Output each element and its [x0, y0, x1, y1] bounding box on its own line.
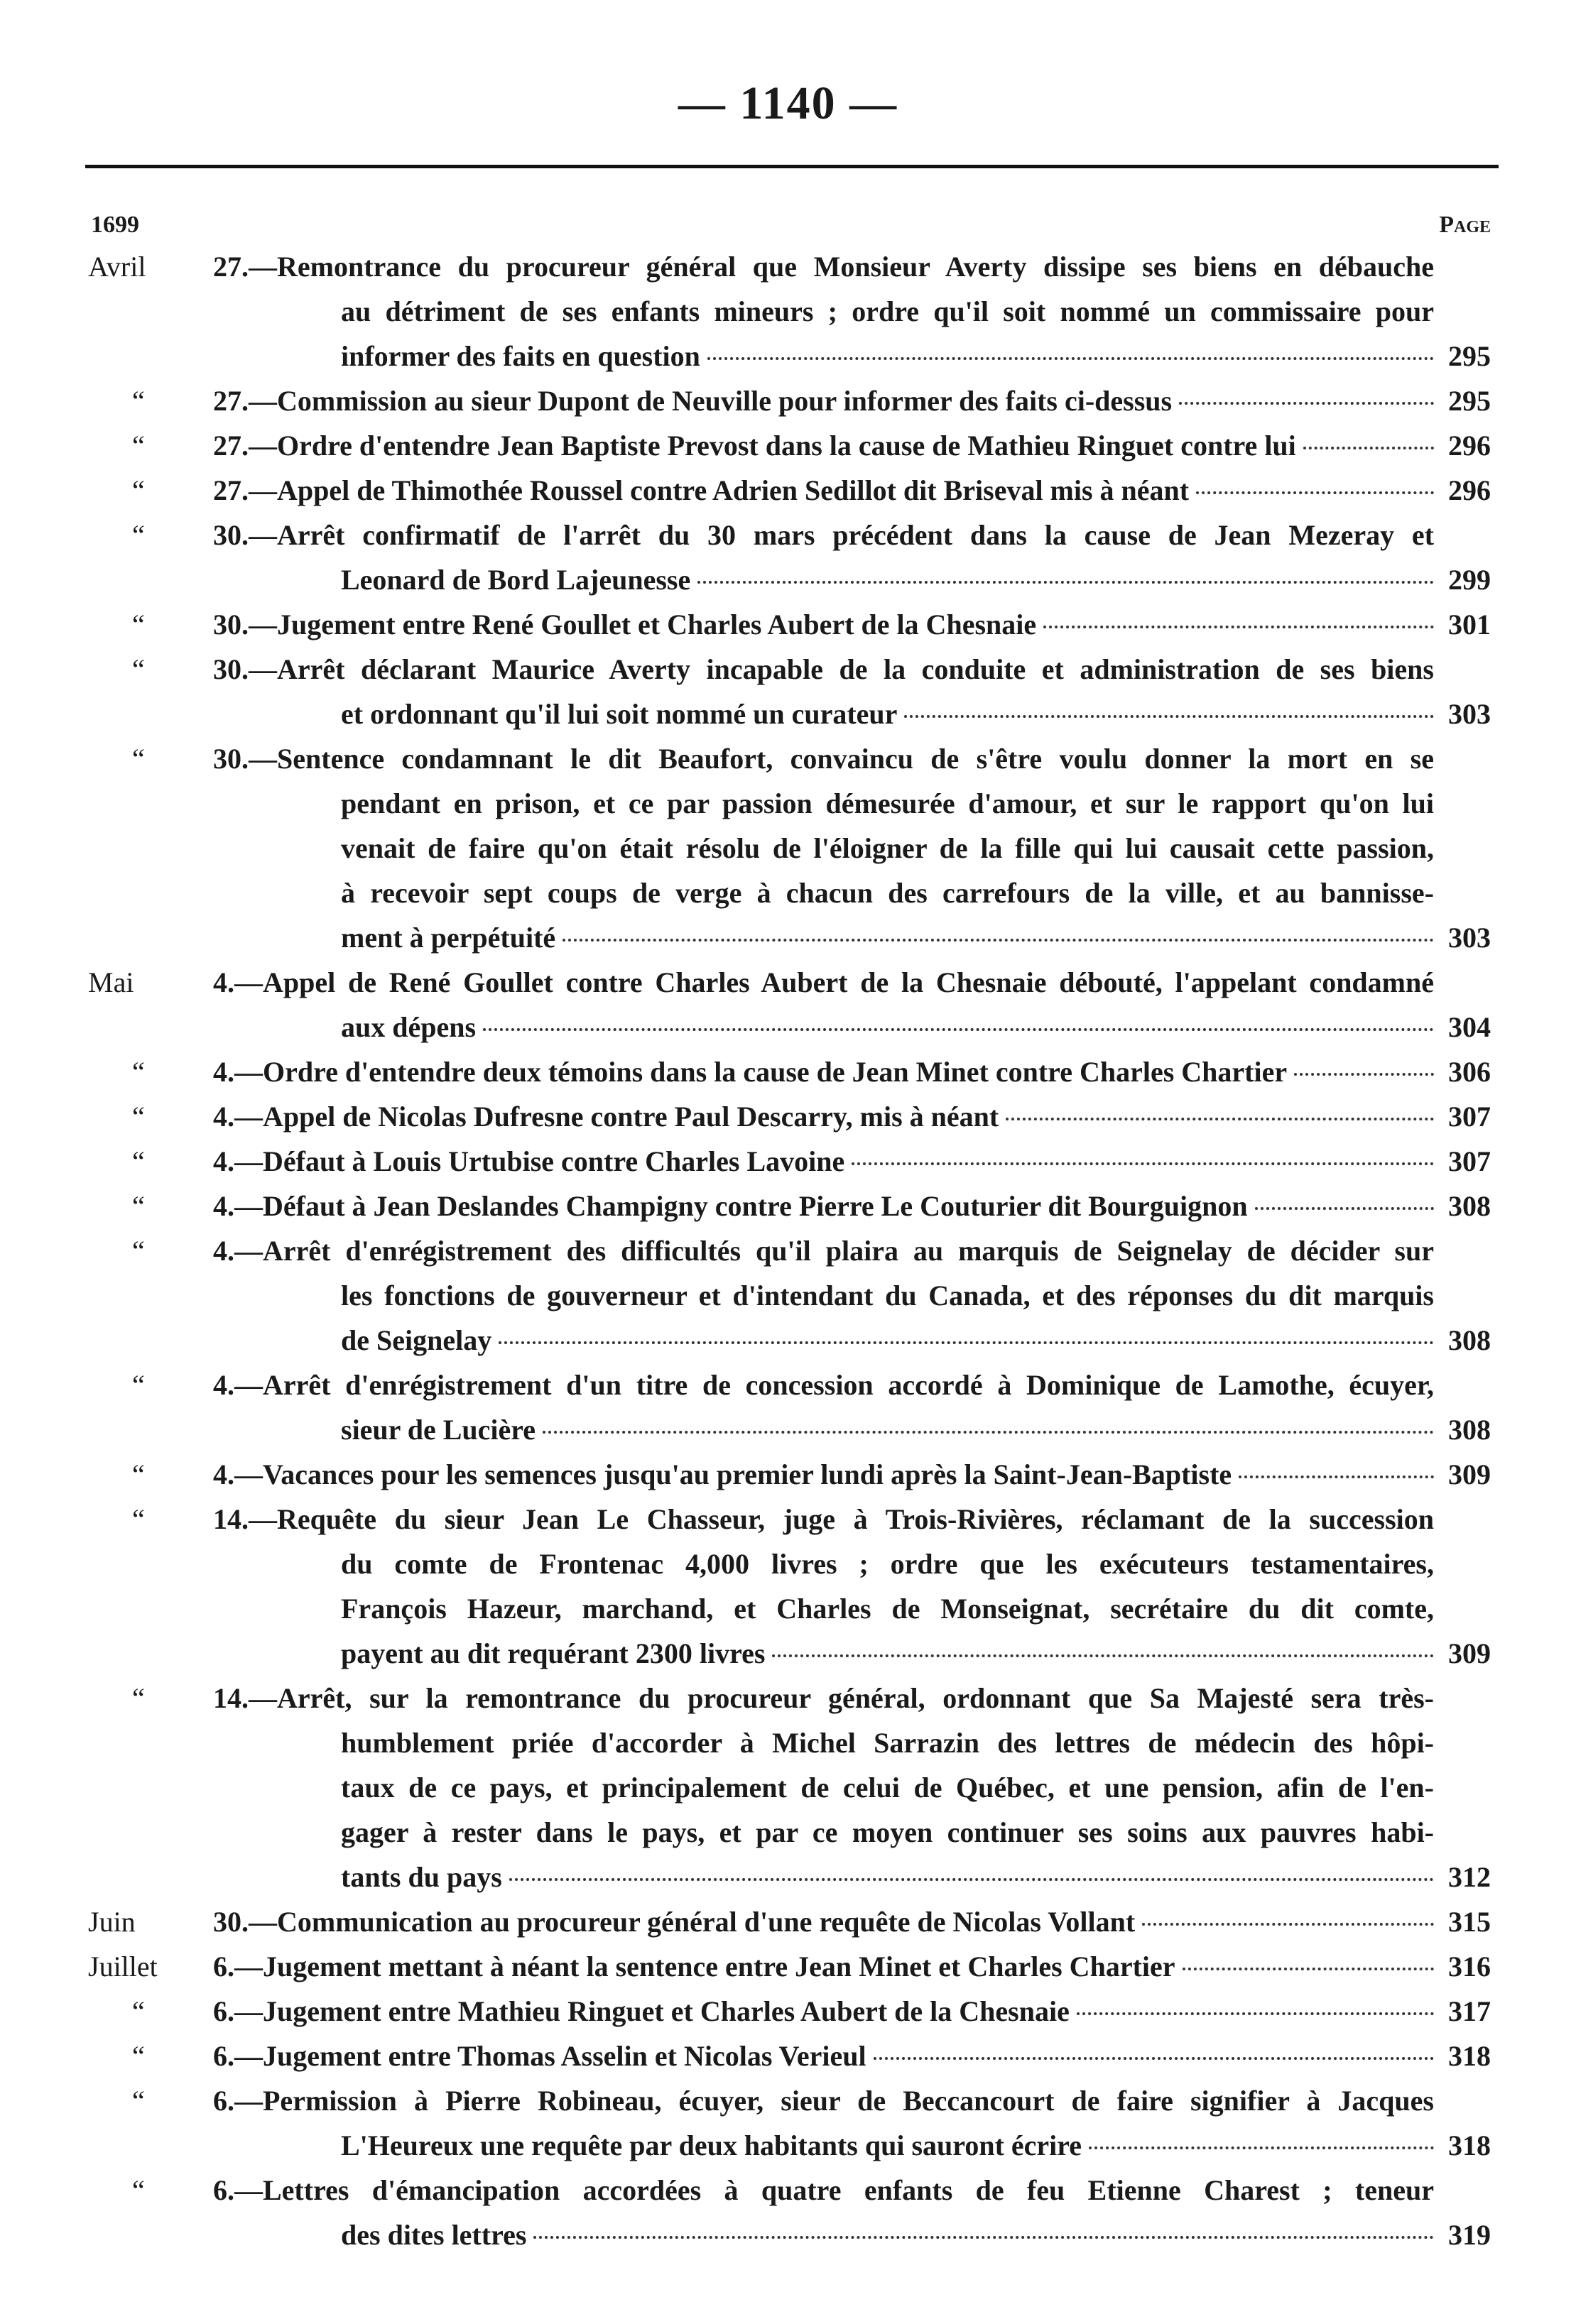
entry-line: [213, 1049, 1491, 1094]
leader-dots: [772, 1654, 1434, 1657]
entry-month: “: [132, 609, 145, 640]
entry-month: “: [132, 2085, 145, 2117]
entry-page-number: 316: [1448, 1951, 1491, 1982]
leader-dots: [1183, 1968, 1434, 1970]
entry-day: 6.: [213, 1951, 234, 1982]
entry-page-number: 309: [1448, 1458, 1491, 1490]
entry-month: “: [132, 430, 145, 462]
entry-text: —Appel de René Goullet contre Charles Aubert de la Chesnaie débouté, l'appelant condamné: [234, 966, 1434, 998]
entry-text: —Jugement entre Mathieu Ringuet et Charles Aubert de la Chesnaie: [234, 1995, 1070, 2027]
entry-day: 27.: [213, 474, 249, 506]
entry-page-number: 307: [1448, 1101, 1491, 1133]
entry-line: [213, 1139, 1491, 1184]
entry-text: —Arrêt, sur la remontrance du procureur général, ordonnant que Sa Majesté sera très-: [249, 1682, 1434, 1714]
entry-page-number: 299: [1448, 564, 1491, 596]
entry-line: [341, 915, 1491, 960]
index-entry: [0, 1049, 1576, 1094]
entry-text: et ordonnant qu'il lui soit nommé un curateur: [341, 698, 898, 730]
entry-month: “: [132, 1503, 145, 1535]
leader-dots: [1179, 402, 1434, 405]
entry-page-number: 303: [1448, 922, 1491, 954]
entry-month: “: [132, 1235, 145, 1267]
entry-month: “: [132, 1995, 145, 2027]
entry-text: —Requête du sieur Jean Le Chasseur, juge à Trois-Rivières, réclamant de la succession: [249, 1503, 1434, 1535]
entry-page-number: 312: [1448, 1861, 1491, 1893]
entry-text: sieur de Lucière: [341, 1414, 536, 1446]
entry-month: “: [132, 743, 145, 775]
entry-day: 30.: [213, 609, 249, 640]
leader-dots: [509, 1878, 1434, 1881]
entry-line: [213, 1944, 1491, 1989]
header-rule: [85, 165, 1499, 168]
entry-day: 30.: [213, 1906, 249, 1938]
entry-month: Avril: [88, 251, 146, 283]
entry-text: humblement priée d'accorder à Michel Sarrazin des lettres de médecin des hôpi-: [341, 1727, 1434, 1759]
leader-dots: [904, 715, 1434, 718]
entry-month: “: [132, 653, 145, 685]
entry-text: —Ordre d'entendre deux témoins dans la cause de Jean Minet contre Charles Chartier: [234, 1056, 1288, 1088]
entry-month: Mai: [88, 966, 134, 998]
entry-day: 30.: [213, 653, 249, 685]
entry-page-number: 317: [1448, 1995, 1491, 2027]
entry-page-number: 307: [1448, 1145, 1491, 1177]
entry-line: [341, 826, 1491, 871]
entry-text: —Jugement entre Thomas Asselin et Nicolas Verieul: [234, 2040, 866, 2072]
entry-text: —Remontrance du procureur général que Monsieur Averty dissipe ses biens en débauche: [249, 251, 1434, 283]
entry-day: 4.: [213, 1145, 234, 1177]
entry-line: [341, 1407, 1491, 1452]
entry-day: 30.: [213, 743, 249, 775]
entry-day: 4.: [213, 1369, 234, 1401]
entry-list: [0, 244, 1576, 2257]
entry-text: François Hazeur, marchand, et Charles de Monseignat, secrétaire du dit comte,: [341, 1593, 1434, 1625]
year-heading: 1699: [91, 212, 139, 238]
entry-text: —Vacances pour les semences jusqu'au premier lundi après la Saint-Jean-Baptiste: [234, 1458, 1232, 1490]
index-entry: [0, 602, 1576, 647]
entry-month: “: [132, 519, 145, 551]
entry-text: —Permission à Pierre Robineau, écuyer, sieur de Beccancourt de faire signifier à Jacques: [234, 2085, 1434, 2117]
entry-text: —Défaut à Louis Urtubise contre Charles Lavoine: [234, 1145, 845, 1177]
leader-dots: [499, 1341, 1434, 1344]
leader-dots: [1142, 1923, 1434, 1926]
entry-line: [341, 1542, 1491, 1586]
entry-text: les fonctions de gouverneur et d'intendant du Canada, et des réponses du dit marquis: [341, 1280, 1434, 1311]
entry-text: —Appel de Thimothée Roussel contre Adrien Sedillot dit Briseval mis à néant: [249, 474, 1190, 506]
entry-text: taux de ce pays, et principalement de celui de Québec, et une pension, afin de l'en-: [341, 1772, 1434, 1804]
entry-page-number: 295: [1448, 340, 1491, 372]
index-entry: [0, 1989, 1576, 2034]
entry-day: 4.: [213, 1101, 234, 1133]
leader-dots: [852, 1162, 1434, 1165]
entry-day: 4.: [213, 966, 234, 998]
entry-text: —Défaut à Jean Deslandes Champigny contre Pierre Le Couturier dit Bourguignon: [234, 1190, 1248, 1222]
entry-text: aux dépens: [341, 1011, 477, 1043]
entry-text: —Arrêt confirmatif de l'arrêt du 30 mars précédent dans la cause de Jean Mezeray et: [249, 519, 1434, 551]
index-entry: [0, 1094, 1576, 1139]
entry-month: “: [132, 474, 145, 506]
entry-text: venait de faire qu'on était résolu de l'éloigner de la fille qui lui causait cette passion,: [341, 832, 1434, 864]
entry-line: [213, 423, 1491, 468]
entry-month: “: [132, 1458, 145, 1490]
index-entry: [0, 1363, 1576, 1452]
entry-text: de Seignelay: [341, 1324, 492, 1356]
entry-text: du comte de Frontenac 4,000 livres ; ordre que les exécuteurs testamentaires,: [341, 1548, 1434, 1580]
index-entry: [0, 1184, 1576, 1228]
entry-day: 4.: [213, 1235, 234, 1267]
entry-text: ment à perpétuité: [341, 922, 556, 954]
entry-page-number: 301: [1448, 609, 1491, 640]
entry-day: 27.: [213, 251, 249, 283]
entry-month: “: [132, 1101, 145, 1133]
entry-month: “: [132, 1369, 145, 1401]
entry-text: tants du pays: [341, 1861, 502, 1893]
entry-page-number: 303: [1448, 698, 1491, 730]
page-column-heading: Page: [1439, 212, 1491, 238]
index-entry: [0, 1944, 1576, 1989]
leader-dots: [1043, 626, 1434, 628]
entry-line: [341, 334, 1491, 378]
entry-line: [213, 960, 1491, 1005]
index-entry: [0, 1676, 1576, 1899]
entry-text: Leonard de Bord Lajeunesse: [341, 564, 691, 596]
entry-text: —Communication au procureur général d'une requête de Nicolas Vollant: [249, 1906, 1136, 1938]
entry-day: 6.: [213, 2040, 234, 2072]
entry-month: “: [132, 1682, 145, 1714]
leader-dots: [1196, 491, 1434, 494]
leader-dots: [1294, 1073, 1434, 1076]
leader-dots: [1255, 1207, 1434, 1210]
index-entry: [0, 423, 1576, 468]
entry-line: [213, 1184, 1491, 1228]
entry-page-number: 306: [1448, 1056, 1491, 1088]
leader-dots: [483, 1028, 1434, 1031]
entry-day: 4.: [213, 1190, 234, 1222]
entry-page-number: 318: [1448, 2040, 1491, 2072]
entry-line: [213, 244, 1491, 289]
index-entry: [0, 960, 1576, 1049]
entry-page-number: 309: [1448, 1637, 1491, 1669]
entry-line: [341, 1005, 1491, 1049]
entry-page-number: 296: [1448, 430, 1491, 462]
entry-text: L'Heureux une requête par deux habitants qui sauront écrire: [341, 2129, 1082, 2161]
entry-month: “: [132, 2040, 145, 2072]
entry-line: [341, 289, 1491, 334]
entry-month: “: [132, 1145, 145, 1177]
index-entry: [0, 513, 1576, 602]
leader-dots: [1089, 2146, 1434, 2149]
entry-line: [213, 1676, 1491, 1720]
leader-dots: [543, 1431, 1434, 1434]
entry-page-number: 318: [1448, 2129, 1491, 2161]
leader-dots: [1303, 447, 1434, 449]
entry-line: [341, 1765, 1491, 1810]
entry-line: [213, 2078, 1491, 2123]
entry-text: informer des faits en question: [341, 340, 700, 372]
entry-month: “: [132, 2174, 145, 2206]
index-entry: [0, 2168, 1576, 2257]
entry-line: [213, 1228, 1491, 1273]
entry-text: —Arrêt d'enrégistrement des difficultés qu'il plaira au marquis de Seignelay de décider sur: [234, 1235, 1434, 1267]
entry-line: [213, 1989, 1491, 2034]
entry-month: Juillet: [88, 1951, 158, 1982]
entry-line: [341, 2123, 1491, 2168]
entry-line: [213, 1452, 1491, 1497]
entry-line: [213, 468, 1491, 513]
index-entry: [0, 468, 1576, 513]
index-entry: [0, 1899, 1576, 1944]
entry-text: —Jugement entre René Goullet et Charles Aubert de la Chesnaie: [249, 609, 1037, 640]
entry-line: [341, 557, 1491, 602]
entry-text: gager à rester dans le pays, et par ce moyen continuer ses soins aux pauvres habi-: [341, 1816, 1434, 1848]
entry-page-number: 315: [1448, 1906, 1491, 1938]
entry-line: [341, 871, 1491, 915]
entry-line: [341, 1273, 1491, 1318]
entry-line: [341, 781, 1491, 826]
entry-month: “: [132, 1190, 145, 1222]
entry-line: [213, 1094, 1491, 1139]
entry-line: [213, 1363, 1491, 1407]
entry-line: [213, 513, 1491, 557]
index-entry: [0, 2034, 1576, 2078]
entry-text: —Sentence condamnant le dit Beaufort, convaincu de s'être voulu donner la mort en se: [249, 743, 1434, 775]
entry-day: 6.: [213, 1995, 234, 2027]
entry-day: 6.: [213, 2174, 234, 2206]
entry-line: [341, 692, 1491, 736]
entry-line: [341, 1631, 1491, 1676]
entry-text: —Ordre d'entendre Jean Baptiste Prevost dans la cause de Mathieu Ringuet contre lui: [249, 430, 1296, 462]
leader-dots: [1239, 1475, 1434, 1478]
entry-line: [213, 736, 1491, 781]
entry-text: à recevoir sept coups de verge à chacun des carrefours de la ville, et au bannisse-: [341, 877, 1434, 909]
index-entry: [0, 378, 1576, 423]
index-entry: [0, 1452, 1576, 1497]
entry-page-number: 304: [1448, 1011, 1491, 1043]
entry-page-number: 295: [1448, 385, 1491, 417]
entry-day: 14.: [213, 1503, 249, 1535]
leader-dots: [707, 357, 1434, 360]
index-entry: [0, 647, 1576, 736]
entry-line: [341, 1720, 1491, 1765]
leader-dots: [563, 939, 1434, 942]
entry-text: au détriment de ses enfants mineurs ; ordre qu'il soit nommé un commissaire pour: [341, 295, 1434, 327]
entry-line: [341, 1586, 1491, 1631]
index-entry: [0, 1497, 1576, 1676]
entry-text: payent au dit requérant 2300 livres: [341, 1637, 766, 1669]
leader-dots: [533, 2236, 1434, 2239]
entry-day: 14.: [213, 1682, 249, 1714]
index-entry: [0, 244, 1576, 378]
entry-text: —Arrêt d'enrégistrement d'un titre de concession accordé à Dominique de Lamothe, écuyer,: [234, 1369, 1434, 1401]
entry-text: —Commission au sieur Dupont de Neuville pour informer des faits ci-dessus: [249, 385, 1173, 417]
leader-dots: [874, 2057, 1434, 2060]
entry-text: —Jugement mettant à néant la sentence entre Jean Minet et Charles Chartier: [234, 1951, 1175, 1982]
entry-page-number: 308: [1448, 1414, 1491, 1446]
entry-day: 4.: [213, 1056, 234, 1088]
entry-day: 30.: [213, 519, 249, 551]
entry-line: [213, 1497, 1491, 1542]
index-entry: [0, 2078, 1576, 2168]
entry-line: [341, 1855, 1491, 1899]
entry-line: [213, 602, 1491, 647]
entry-day: 27.: [213, 385, 249, 417]
entry-line: [213, 2168, 1491, 2213]
entry-text: des dites lettres: [341, 2219, 527, 2251]
entry-text: —Arrêt déclarant Maurice Averty incapable de la conduite et administration de ses biens: [249, 653, 1434, 685]
entry-day: 27.: [213, 430, 249, 462]
index-entry: [0, 736, 1576, 960]
entry-line: [341, 1318, 1491, 1363]
entry-line: [341, 1810, 1491, 1855]
entry-line: [213, 378, 1491, 423]
leader-dots: [697, 581, 1434, 584]
entry-page-number: 296: [1448, 474, 1491, 506]
entry-month: “: [132, 1056, 145, 1088]
index-entry: [0, 1228, 1576, 1363]
entry-month: “: [132, 385, 145, 417]
entry-text: —Lettres d'émancipation accordées à quatre enfants de feu Etienne Charest ; teneur: [234, 2174, 1434, 2206]
leader-dots: [1077, 2012, 1434, 2015]
entry-day: 4.: [213, 1458, 234, 1490]
entry-line: [213, 647, 1491, 692]
leader-dots: [1006, 1118, 1434, 1120]
index-entry: [0, 1139, 1576, 1184]
entry-page-number: 308: [1448, 1324, 1491, 1356]
page-number: — 1140 —: [678, 77, 898, 129]
entry-month: Juin: [88, 1906, 136, 1938]
entry-page-number: 308: [1448, 1190, 1491, 1222]
entry-text: —Appel de Nicolas Dufresne contre Paul Descarry, mis à néant: [234, 1101, 999, 1133]
entry-day: 6.: [213, 2085, 234, 2117]
entry-line: [213, 1899, 1491, 1944]
entry-text: pendant en prison, et ce par passion démesurée d'amour, et sur le rapport qu'on lui: [341, 787, 1434, 819]
entry-page-number: 319: [1448, 2219, 1491, 2251]
entry-line: [213, 2034, 1491, 2078]
entry-line: [341, 2213, 1491, 2257]
